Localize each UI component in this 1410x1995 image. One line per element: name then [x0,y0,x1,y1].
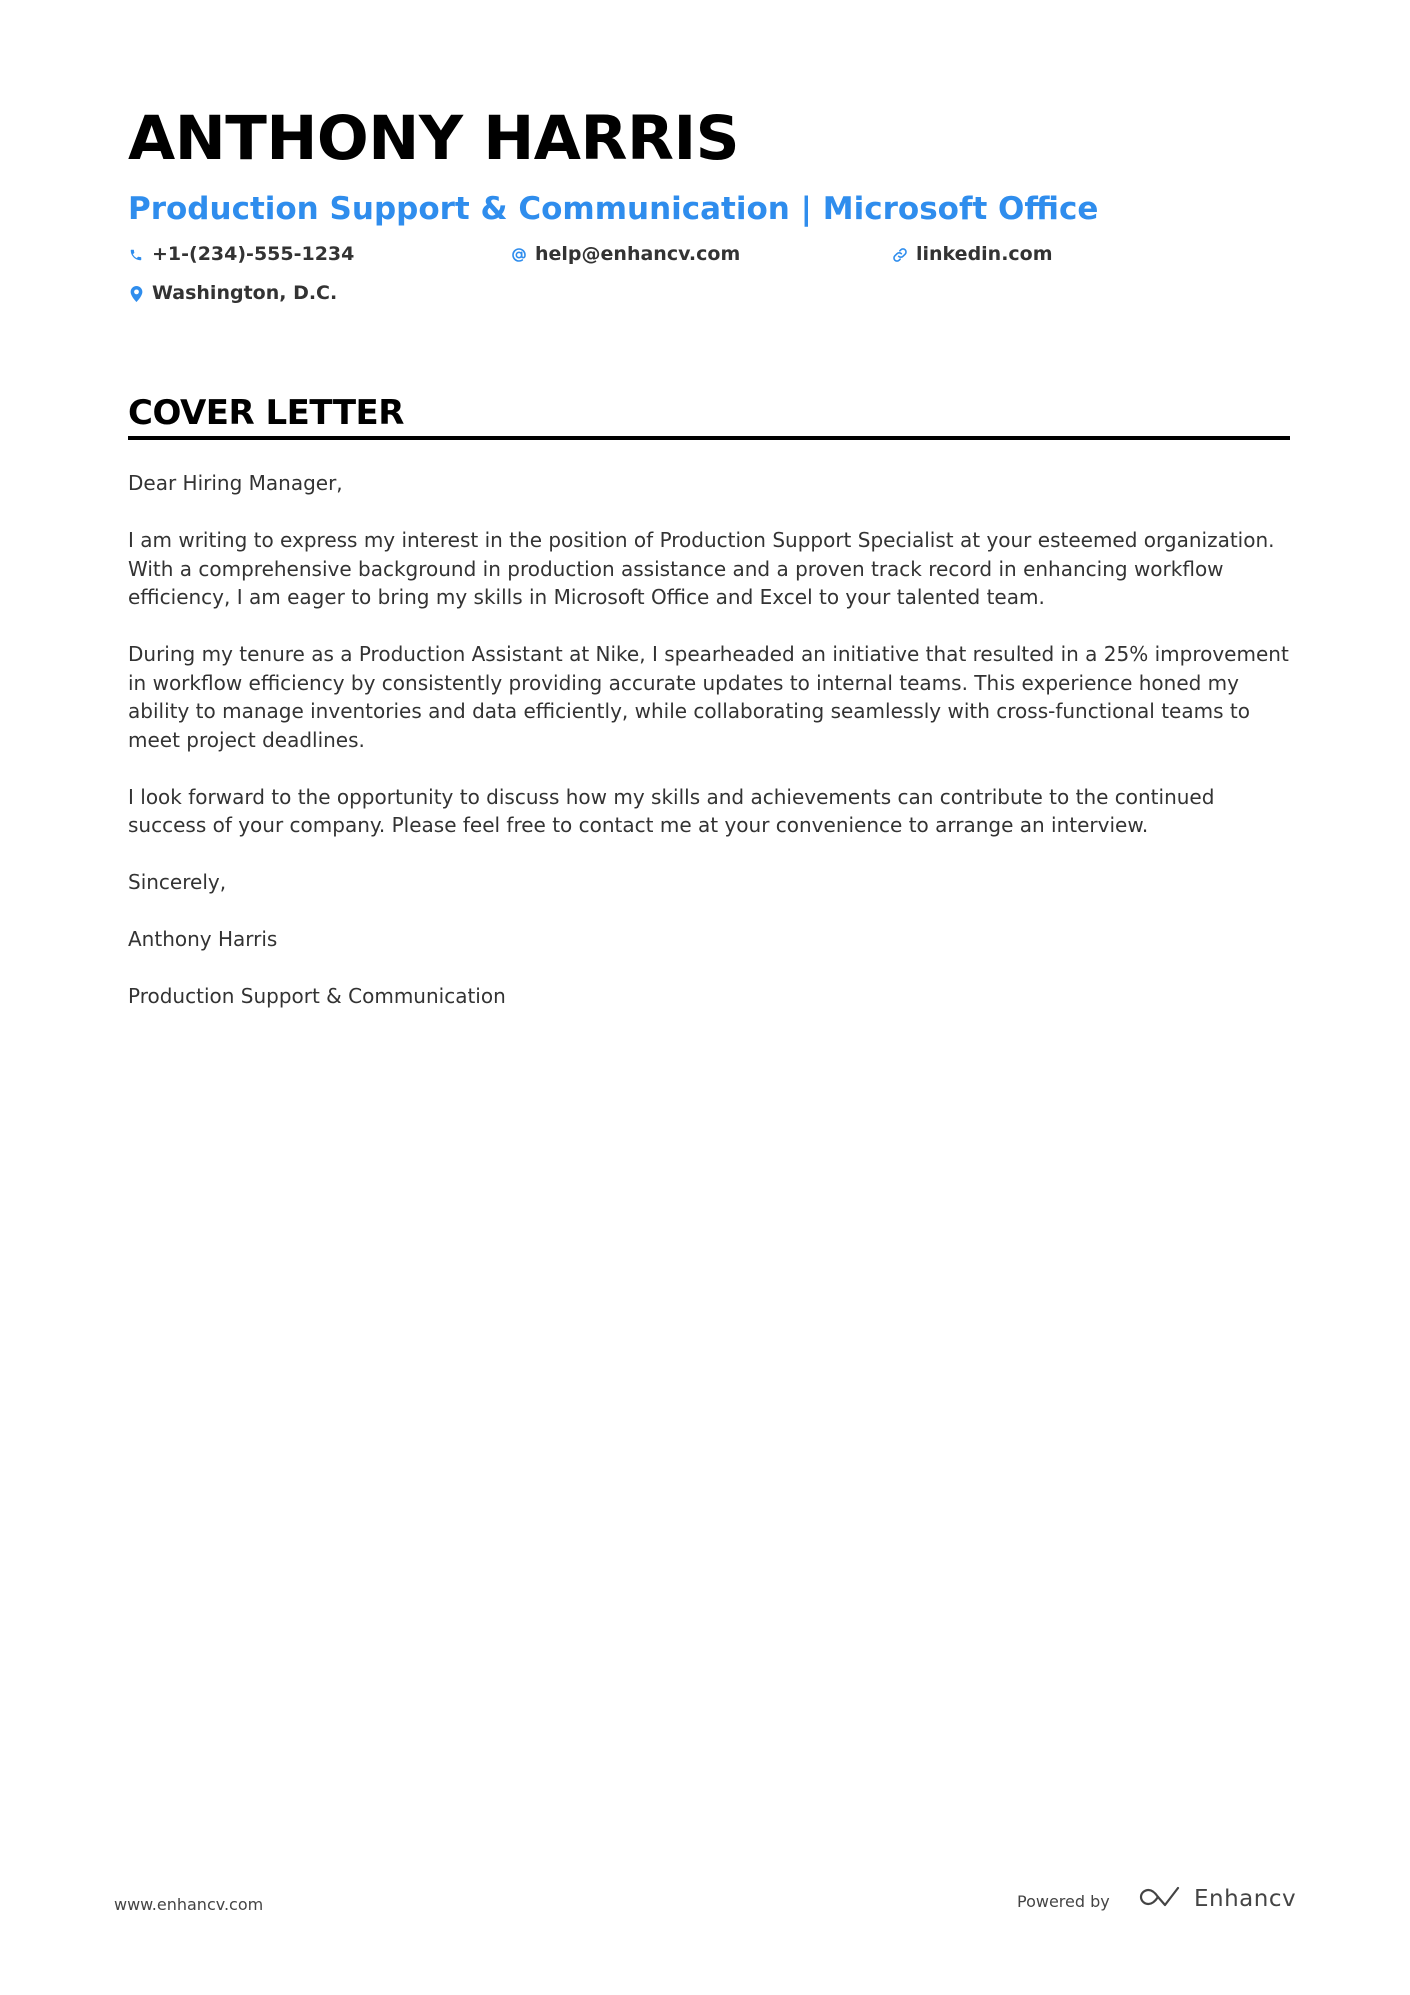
contact-linkedin-text: linkedin.com [916,243,1053,265]
applicant-name: ANTHONY HARRIS [128,103,740,174]
contact-email[interactable] [511,245,740,264]
section-divider [128,436,1290,440]
letter-paragraph: During my tenure as a Production Assistant at Nike, I spearheaded an initiative that resulted in a 25% improvement in workflow efficiency by consistently providing accurate updates to internal teams. This experience honed my ability to manage inventories and data efficiently, while collaborating seamlessly with cross-functional teams to meet project deadlines. [128,642,1289,752]
brand-logo[interactable] [1136,1884,1296,1914]
brand-name: Enhancv [1194,1886,1297,1912]
contact-linkedin[interactable] [892,245,1053,264]
signature-title: Production Support & Communication [128,984,506,1008]
enhancv-logo-icon [1136,1884,1184,1914]
contact-location [128,284,337,303]
phone-icon [128,246,144,264]
footer-url[interactable]: www.enhancv.com [114,1895,264,1914]
contact-location-text: Washington, D.C. [152,282,338,304]
map-pin-icon [128,285,144,303]
contact-phone[interactable] [128,245,354,264]
contact-email-text: help@enhancv.com [535,243,741,265]
link-icon [892,246,908,264]
letter-greeting: Dear Hiring Manager, [128,471,343,495]
letter-paragraph: I look forward to the opportunity to discuss how my skills and achievements can contribute to the continued success of your company. Please feel free to contact me at your convenience to arrange an interview. [128,784,1215,837]
at-sign-icon [511,246,527,264]
powered-by-label: Powered by [1017,1892,1110,1911]
contact-phone-text: +1-(234)-555-1234 [152,243,355,265]
letter-closing: Sincerely, [128,870,227,894]
letter-body [128,469,1290,1039]
section-title: COVER LETTER [128,393,404,433]
letter-paragraph: I am writing to express my interest in the position of Production Support Specialist at your esteemed organization. With a comprehensive background in production assistance and a proven track record in enhancing workflow efficiency, I am eager to bring my skills in Microsoft Office and Excel to your talented team. [128,528,1275,609]
applicant-headline: Production Support & Communication | Microsoft Office [128,191,1099,227]
signature-name: Anthony Harris [128,927,278,951]
